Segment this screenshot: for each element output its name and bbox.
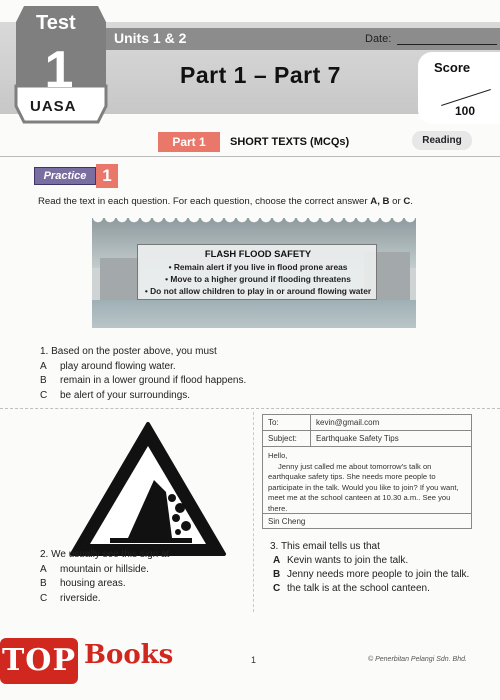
answer-option-b[interactable] xyxy=(270,568,478,582)
score-max: 100 xyxy=(455,104,476,118)
email-to-value: kevin@gmail.com xyxy=(316,418,380,427)
email-to-label: To: xyxy=(268,418,279,427)
email-to-row xyxy=(263,415,471,431)
test-number: 1 xyxy=(44,41,74,99)
option-key: C xyxy=(273,583,281,594)
question-stem xyxy=(40,345,246,360)
poster-text-panel xyxy=(137,244,377,300)
practice-badge xyxy=(34,164,124,188)
question-number: 3. xyxy=(270,541,279,552)
question-stem xyxy=(270,540,478,554)
answer-option-a[interactable] xyxy=(40,360,246,375)
page-header xyxy=(0,0,500,128)
question-number: 2. xyxy=(40,549,49,560)
practice-label: Practice xyxy=(34,167,96,185)
instruction-last: C xyxy=(403,196,411,207)
date-field[interactable] xyxy=(397,44,497,45)
option-text: mountain or hillside. xyxy=(60,563,149,575)
instruction-text: Read the text in each question. For each question, choose the correct answer xyxy=(38,196,368,207)
section-divider xyxy=(0,156,500,157)
option-key: B xyxy=(273,569,281,580)
option-text: be alert of your surroundings. xyxy=(60,389,191,401)
practice-number: 1 xyxy=(96,164,118,188)
question-text: We usually see this sign at xyxy=(51,549,170,560)
option-text: remain in a lower ground if flood happens. xyxy=(60,375,247,386)
option-text: riverside. xyxy=(60,592,101,604)
email-cell-divider xyxy=(310,415,311,431)
email-subject-label: Subject: xyxy=(268,434,297,443)
question-text: Based on the poster above, you must xyxy=(51,346,217,357)
answer-option-c[interactable] xyxy=(270,582,478,596)
answer-option-c[interactable] xyxy=(40,389,246,404)
email-subject-value: Earthquake Safety Tips xyxy=(316,434,399,443)
option-key: C xyxy=(40,389,48,401)
poster-line: • Remain alert if you live in flood prone areas xyxy=(168,262,348,272)
email-cell-divider xyxy=(310,431,311,447)
question-1 xyxy=(40,345,246,403)
question-3 xyxy=(270,540,478,596)
option-key: B xyxy=(40,375,47,386)
instruction-end: . xyxy=(410,196,413,207)
test-label: Test xyxy=(36,12,76,34)
part-tab-label: Part 1 xyxy=(172,135,206,149)
test-badge xyxy=(14,2,108,126)
units-label: Units 1 & 2 xyxy=(114,30,187,46)
question-stem xyxy=(40,548,169,563)
email-signature: Sin Cheng xyxy=(263,513,471,529)
poster-edge xyxy=(92,218,416,228)
option-key: A xyxy=(273,555,281,566)
skill-badge: Reading xyxy=(412,131,472,150)
option-key: A xyxy=(40,563,47,575)
option-key: B xyxy=(40,578,47,589)
question-text: This email tells us that xyxy=(280,541,380,552)
part-title: SHORT TEXTS (MCQs) xyxy=(230,136,350,148)
poster-house-left xyxy=(100,258,140,302)
poster-heading: FLASH FLOOD SAFETY xyxy=(204,248,312,259)
answer-option-a[interactable] xyxy=(40,563,169,578)
email-body xyxy=(268,451,468,515)
poster-line: • Move to a higher ground if flooding threatens xyxy=(165,274,351,284)
email-greeting: Hello, xyxy=(268,451,288,460)
page-number: 1 xyxy=(251,655,257,665)
question-2 xyxy=(40,548,169,606)
answer-option-a[interactable] xyxy=(270,554,478,568)
poster-line: • Do not allow children to play in or around flowing water xyxy=(144,286,372,296)
email-subject-row xyxy=(263,431,471,447)
part-tab xyxy=(158,132,220,152)
option-text: Jenny needs more people to join the talk. xyxy=(287,569,470,580)
publisher-credit: © Penerbitan Pelangi Sdn. Bhd. xyxy=(368,656,467,663)
option-key: C xyxy=(40,592,48,604)
instruction xyxy=(38,196,413,207)
option-text: housing areas. xyxy=(60,578,126,589)
column-divider xyxy=(253,412,254,612)
instruction-or: or xyxy=(389,196,404,207)
option-text: Kevin wants to join the talk. xyxy=(287,555,409,566)
instruction-letters: A, B xyxy=(370,196,390,207)
page-title: Part 1 – Part 7 xyxy=(180,62,341,88)
question-divider xyxy=(0,408,500,409)
answer-option-c[interactable] xyxy=(40,592,169,607)
question-number: 1. xyxy=(40,346,49,357)
option-text: play around flowing water. xyxy=(60,360,176,372)
option-text: the talk is at the school canteen. xyxy=(287,583,430,594)
falling-rocks-sign-icon xyxy=(68,420,228,560)
answer-option-b[interactable] xyxy=(40,374,246,389)
email-message: Jenny just called me about tomorrow's talk on earthquake safety tips. She needs more people to participate in the talk. Would you like to join? If you want, meet me at the school canteen at 10.30 a.m.. See you there. xyxy=(268,461,459,513)
option-key: A xyxy=(40,360,47,372)
flood-poster xyxy=(92,218,416,328)
email-box xyxy=(262,414,472,529)
topbooks-logo xyxy=(0,630,190,700)
exam-label: UASA xyxy=(30,98,77,115)
logo-books: Books xyxy=(84,640,174,670)
score-label: Score xyxy=(434,60,471,75)
answer-option-b[interactable] xyxy=(40,577,169,592)
poster-floodwater xyxy=(92,300,416,328)
logo-top: TOP xyxy=(0,638,78,684)
date-label: Date: xyxy=(365,33,392,45)
